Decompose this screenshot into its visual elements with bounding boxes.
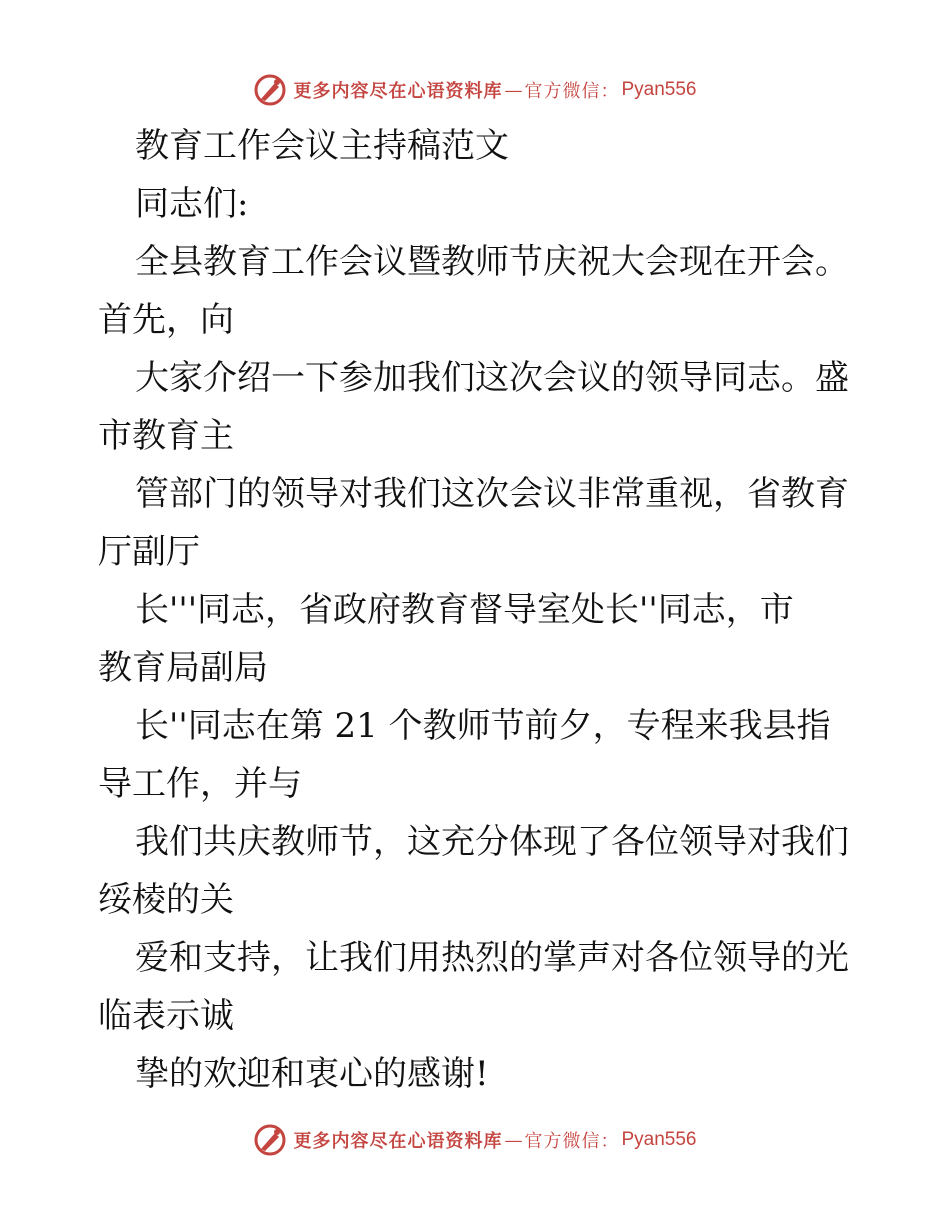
paragraph-line: 大家介绍一下参加我们这次会议的领导同志。盛 bbox=[135, 358, 849, 398]
brand-logo-icon bbox=[253, 1123, 287, 1157]
watermark-dash: — bbox=[504, 1129, 523, 1151]
paragraph-line: 绥棱的关 bbox=[98, 880, 234, 920]
paragraph-line: 我们共庆教师节，这充分体现了各位领导对我们 bbox=[135, 822, 849, 862]
paragraph-line: 全县教育工作会议暨教师节庆祝大会现在开会。 bbox=[135, 242, 849, 282]
watermark-wechat-id: Pyan556 bbox=[621, 1129, 697, 1150]
paragraph-line: 市教育主 bbox=[98, 416, 234, 456]
brand-logo-icon bbox=[253, 73, 287, 107]
watermark-brand-text: 更多内容尽在心语资料库 bbox=[293, 1131, 503, 1152]
watermark-wechat-id: Pyan556 bbox=[621, 79, 697, 100]
paragraph-line: 导工作，并与 bbox=[98, 764, 302, 804]
paragraph-line: 教育局副局 bbox=[98, 648, 268, 688]
watermark-dash: — bbox=[504, 79, 523, 101]
footer-watermark bbox=[0, 1120, 950, 1160]
document-title: 教育工作会议主持稿范文 bbox=[135, 126, 509, 166]
document-body bbox=[98, 117, 858, 1103]
salutation-line: 同志们: bbox=[135, 184, 249, 224]
paragraph-line: 爱和支持，让我们用热烈的掌声对各位领导的光 bbox=[135, 938, 849, 978]
watermark-label: 官方微信： bbox=[524, 1131, 620, 1152]
paragraph-line: 长'''同志，省政府教育督导室处长''同志，市 bbox=[135, 590, 794, 630]
paragraph-line: 管部门的领导对我们这次会议非常重视，省教育 bbox=[135, 474, 849, 514]
paragraph-line: 挚的欢迎和衷心的感谢! bbox=[135, 1054, 489, 1094]
header-watermark bbox=[0, 70, 950, 110]
watermark-label: 官方微信： bbox=[524, 81, 620, 102]
paragraph-line: 首先，向 bbox=[98, 300, 234, 340]
paragraph-line: 长''同志在第 21 个教师节前夕，专程来我县指 bbox=[135, 706, 831, 746]
watermark-brand-text: 更多内容尽在心语资料库 bbox=[293, 81, 503, 102]
paragraph-line: 临表示诚 bbox=[98, 996, 234, 1036]
paragraph-line: 厅副厅 bbox=[98, 532, 200, 572]
